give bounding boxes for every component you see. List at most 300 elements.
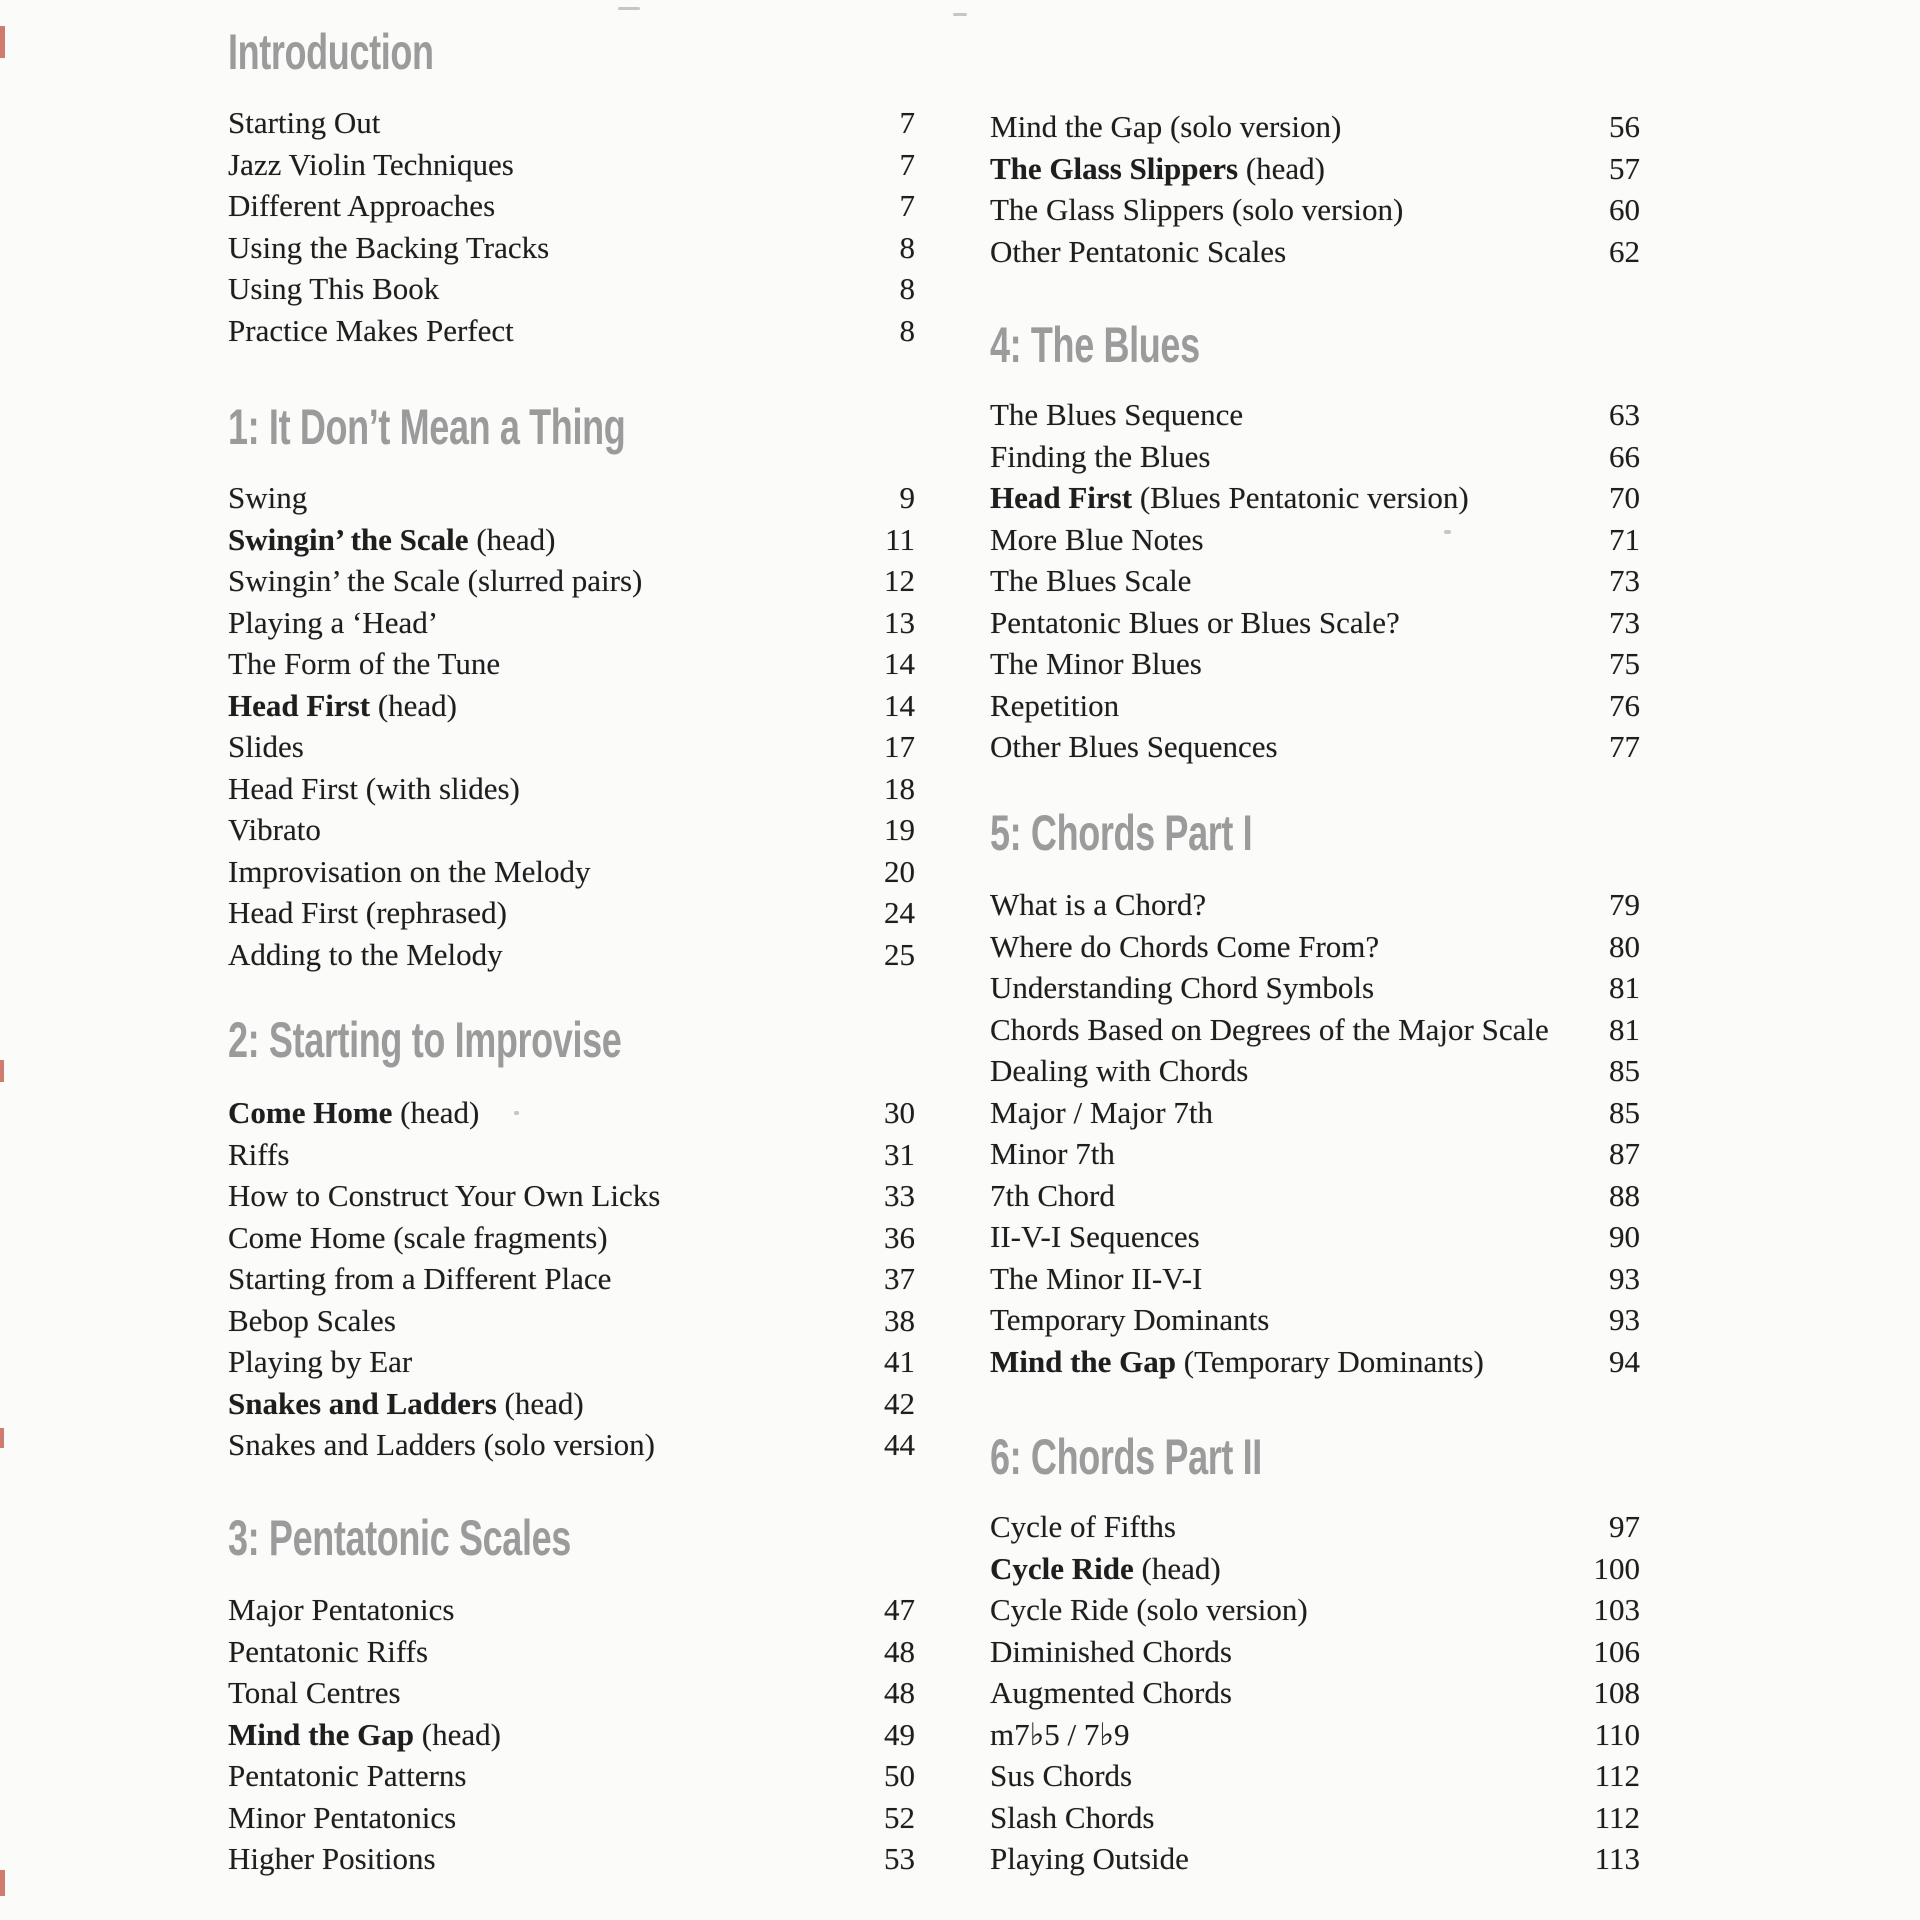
section-heading-text: 2: Starting to Improvise xyxy=(228,1012,622,1068)
entry-page-number: 37 xyxy=(884,1261,915,1296)
toc-column-left xyxy=(228,0,915,1920)
toc-entry xyxy=(990,685,1640,727)
entry-page-number: 80 xyxy=(1609,928,1640,964)
entry-title xyxy=(228,310,514,352)
toc-entry xyxy=(228,519,915,561)
toc-entry xyxy=(990,189,1640,231)
toc-entry xyxy=(228,892,915,934)
entry-title xyxy=(990,560,1191,602)
toc-entry xyxy=(228,1797,915,1839)
entry-page-number: 71 xyxy=(1609,521,1640,557)
entry-title-text: Higher Positions xyxy=(228,1841,436,1876)
entry-title-text: Head First (rephrased) xyxy=(228,895,507,930)
toc-entry xyxy=(228,1672,915,1714)
entry-title-bold: Head First xyxy=(228,687,371,723)
toc-entry xyxy=(228,1424,915,1466)
entry-title xyxy=(990,1216,1200,1258)
section-heading xyxy=(228,1510,915,1566)
toc-entry xyxy=(228,602,915,644)
section-heading-text: 6: Chords Part II xyxy=(990,1429,1262,1485)
section-heading xyxy=(228,1012,915,1068)
entry-title xyxy=(990,1548,1221,1590)
entry-title xyxy=(990,1797,1155,1839)
entry-title-text: Diminished Chords xyxy=(990,1633,1232,1669)
entry-title xyxy=(228,1797,456,1839)
entry-title xyxy=(990,1631,1232,1673)
toc-entry xyxy=(228,934,915,976)
entry-title xyxy=(228,268,439,310)
entry-page-number: 97 xyxy=(1609,1509,1640,1544)
entry-title-text: II-V-I Sequences xyxy=(990,1219,1200,1254)
section-heading-text: Introduction xyxy=(228,24,434,80)
entry-title xyxy=(228,602,438,644)
entry-title-text: Where do Chords Come From? xyxy=(990,928,1380,964)
entry-page-number: 48 xyxy=(884,1675,915,1710)
toc-entry xyxy=(228,851,915,893)
entry-title-text: Slash Chords xyxy=(990,1799,1155,1835)
entry-title xyxy=(990,726,1278,768)
toc-entry xyxy=(990,1009,1640,1051)
toc-entry xyxy=(990,1838,1640,1880)
toc-entry xyxy=(228,1175,915,1217)
entry-page-number: 14 xyxy=(884,646,915,681)
section-heading-text: 4: The Blues xyxy=(990,317,1200,373)
entry-title-text: m7♭5 / 7♭9 xyxy=(990,1716,1130,1752)
toc-entry-group xyxy=(228,477,915,975)
entry-title xyxy=(228,1424,655,1466)
entry-title-text: Swing xyxy=(228,480,308,515)
entry-title-text: Slides xyxy=(228,729,304,764)
entry-page-number: 110 xyxy=(1594,1716,1640,1752)
entry-title-text: Temporary Dominants xyxy=(990,1302,1270,1337)
toc-entry xyxy=(990,1299,1640,1341)
section-heading-text: 1: It Don’t Mean a Thing xyxy=(228,399,626,455)
entry-page-number: 94 xyxy=(1609,1343,1640,1379)
entry-title-text: (head) xyxy=(468,521,556,557)
entry-page-number: 87 xyxy=(1609,1136,1640,1171)
toc-entry xyxy=(990,643,1640,685)
toc-entry xyxy=(228,268,915,310)
entry-title-text: Starting Out xyxy=(228,105,381,140)
entry-title xyxy=(990,884,1206,926)
entry-page-number: 106 xyxy=(1593,1633,1640,1669)
toc-entry xyxy=(990,106,1640,148)
entry-title-text: Bebop Scales xyxy=(228,1302,396,1338)
entry-page-number: 17 xyxy=(884,729,915,764)
section-heading-text: 5: Chords Part I xyxy=(990,805,1253,861)
entry-page-number: 88 xyxy=(1609,1177,1640,1213)
entry-page-number: 62 xyxy=(1609,233,1640,269)
entry-title-text: Major Pentatonics xyxy=(228,1592,455,1627)
toc-entry xyxy=(228,102,915,144)
entry-title xyxy=(990,926,1379,968)
entry-title-text: Augmented Chords xyxy=(990,1675,1232,1710)
entry-title xyxy=(990,1009,1549,1051)
entry-page-number: 8 xyxy=(899,271,915,306)
entry-title-bold: Come Home xyxy=(228,1095,393,1130)
entry-page-number: 85 xyxy=(1609,1053,1640,1088)
entry-title-text: Playing a ‘Head’ xyxy=(228,604,439,640)
entry-title xyxy=(228,102,380,144)
entry-page-number: 20 xyxy=(884,853,915,889)
entry-page-number: 103 xyxy=(1593,1592,1640,1627)
entry-page-number: 50 xyxy=(884,1758,915,1793)
entry-page-number: 13 xyxy=(884,604,915,640)
entry-title-text: The Blues Sequence xyxy=(990,397,1244,432)
entry-page-number: 90 xyxy=(1609,1219,1640,1254)
entry-title xyxy=(990,189,1403,231)
entry-title-text: Starting from a Different Place xyxy=(228,1261,612,1296)
entry-title-bold: Swingin’ the Scale xyxy=(228,521,469,557)
entry-title-bold: The Glass Slippers xyxy=(990,150,1239,186)
entry-page-number: 63 xyxy=(1609,397,1640,432)
toc-entry xyxy=(990,1258,1640,1300)
toc-entry xyxy=(990,1050,1640,1092)
entry-page-number: 108 xyxy=(1593,1675,1640,1710)
entry-page-number: 14 xyxy=(884,687,915,723)
entry-title xyxy=(228,809,321,851)
toc-entry xyxy=(228,1631,915,1673)
entry-title xyxy=(990,1133,1115,1175)
toc-entry xyxy=(228,227,915,269)
entry-page-number: 31 xyxy=(884,1136,915,1172)
entry-title xyxy=(228,1755,466,1797)
entry-title xyxy=(990,1589,1308,1631)
entry-page-number: 52 xyxy=(884,1799,915,1835)
toc-entry-group xyxy=(990,394,1640,768)
entry-page-number: 41 xyxy=(884,1344,915,1379)
entry-title xyxy=(228,643,500,685)
entry-title xyxy=(228,1838,436,1880)
toc-column-right xyxy=(990,0,1640,1920)
entry-title-text: Snakes and Ladders (solo version) xyxy=(228,1427,656,1462)
entry-title-text: The Minor Blues xyxy=(990,646,1202,681)
entry-title-text: Using the Backing Tracks xyxy=(228,229,550,265)
toc-entry xyxy=(990,1175,1640,1217)
entry-title xyxy=(228,934,503,976)
entry-title xyxy=(228,685,457,727)
entry-title-text: The Minor II-V-I xyxy=(990,1260,1203,1296)
toc-entry xyxy=(228,768,915,810)
entry-title xyxy=(990,1299,1269,1341)
entry-title-text: The Form of the Tune xyxy=(228,646,501,681)
entry-title xyxy=(990,643,1202,685)
entry-page-number: 85 xyxy=(1609,1094,1640,1130)
entry-page-number: 73 xyxy=(1609,563,1640,598)
entry-title-text: Tonal Centres xyxy=(228,1675,401,1710)
entry-page-number: 66 xyxy=(1609,438,1640,474)
toc-entry xyxy=(990,967,1640,1009)
entry-title xyxy=(990,1092,1213,1134)
entry-title-text: (Temporary Dominants) xyxy=(1176,1343,1484,1379)
entry-title xyxy=(228,1672,401,1714)
toc-entry xyxy=(228,144,915,186)
toc-entry xyxy=(990,1548,1640,1590)
entry-title xyxy=(990,1838,1189,1880)
toc-entry xyxy=(228,1755,915,1797)
toc-entry-group xyxy=(228,102,915,351)
entry-title-text: How to Construct Your Own Licks xyxy=(228,1178,661,1213)
entry-page-number: 38 xyxy=(884,1302,915,1338)
entry-title xyxy=(228,1092,479,1134)
entry-title-text: Playing Outside xyxy=(990,1841,1189,1876)
entry-page-number: 76 xyxy=(1609,687,1640,723)
entry-title-text: Cycle of Fifths xyxy=(990,1509,1176,1544)
entry-title xyxy=(228,1258,611,1300)
toc-entry xyxy=(990,394,1640,436)
entry-title-text: Other Pentatonic Scales xyxy=(990,233,1287,269)
entry-page-number: 44 xyxy=(884,1427,915,1462)
section-heading-text: 3: Pentatonic Scales xyxy=(228,1510,571,1566)
toc-entry-group xyxy=(228,1092,915,1466)
toc-entry xyxy=(990,926,1640,968)
entry-title xyxy=(228,144,514,186)
entry-title xyxy=(228,1341,412,1383)
entry-title xyxy=(228,1631,428,1673)
entry-title xyxy=(228,1175,660,1217)
entry-page-number: 73 xyxy=(1609,604,1640,640)
entry-title xyxy=(990,685,1119,727)
toc-entry xyxy=(990,1672,1640,1714)
entry-title-text: Chords Based on Degrees of the Major Scale xyxy=(990,1011,1549,1047)
toc-entry xyxy=(228,685,915,727)
entry-title-text: Dealing with Chords xyxy=(990,1053,1249,1088)
entry-title-bold: Mind the Gap xyxy=(990,1343,1177,1379)
toc-entry xyxy=(990,477,1640,519)
section-heading xyxy=(228,399,915,455)
entry-title-text: Jazz Violin Techniques xyxy=(228,146,514,182)
toc-entry xyxy=(228,1300,915,1342)
toc-entry xyxy=(228,1134,915,1176)
toc-entry xyxy=(228,560,915,602)
entry-title-text: Vibrato xyxy=(228,812,321,847)
toc-entry xyxy=(228,310,915,352)
toc-entry xyxy=(990,519,1640,561)
entry-page-number: 93 xyxy=(1609,1260,1640,1296)
entry-page-number: 53 xyxy=(884,1841,915,1876)
entry-page-number: 12 xyxy=(884,563,915,598)
scan-artifact xyxy=(0,26,5,58)
toc-entry xyxy=(990,1797,1640,1839)
entry-page-number: 9 xyxy=(899,480,915,515)
entry-page-number: 75 xyxy=(1609,646,1640,681)
entry-title xyxy=(228,560,642,602)
entry-title-text: (head) xyxy=(1238,150,1325,186)
section-heading xyxy=(228,24,915,80)
toc-entry xyxy=(990,1092,1640,1134)
toc-entry xyxy=(228,809,915,851)
entry-title-text: (head) xyxy=(1133,1550,1221,1586)
entry-title xyxy=(990,1755,1132,1797)
entry-title-text: Swingin’ the Scale (slurred pairs) xyxy=(228,563,643,598)
entry-title-text: Sus Chords xyxy=(990,1758,1133,1793)
entry-title-text: (Blues Pentatonic version) xyxy=(1132,480,1469,515)
toc-entry xyxy=(990,1714,1640,1756)
entry-title-text: Using This Book xyxy=(228,271,440,306)
entry-title xyxy=(990,519,1204,561)
entry-title xyxy=(990,148,1325,190)
entry-page-number: 79 xyxy=(1609,887,1640,922)
toc-entry xyxy=(228,1383,915,1425)
entry-title-bold: Snakes and Ladders xyxy=(228,1385,497,1421)
entry-page-number: 48 xyxy=(884,1633,915,1669)
entry-page-number: 8 xyxy=(899,312,915,348)
section-heading xyxy=(990,805,1640,861)
entry-title-text: More Blue Notes xyxy=(990,521,1204,557)
entry-page-number: 24 xyxy=(884,895,915,930)
toc-entry xyxy=(228,185,915,227)
entry-title xyxy=(228,1134,289,1176)
entry-page-number: 36 xyxy=(884,1219,915,1255)
entry-page-number: 81 xyxy=(1609,1011,1640,1047)
entry-title xyxy=(228,892,507,934)
entry-title xyxy=(990,1050,1248,1092)
scan-artifact xyxy=(0,1060,4,1082)
toc-entry xyxy=(228,1714,915,1756)
toc-entry-group xyxy=(990,884,1640,1382)
entry-page-number: 112 xyxy=(1594,1799,1640,1835)
entry-page-number: 56 xyxy=(1609,109,1640,144)
entry-title xyxy=(990,231,1286,273)
entry-page-number: 8 xyxy=(899,229,915,265)
entry-title-text: Other Blues Sequences xyxy=(990,729,1278,764)
toc-entry xyxy=(990,1341,1640,1383)
entry-title-text: Pentatonic Riffs xyxy=(228,1633,429,1669)
entry-title xyxy=(228,1714,501,1756)
toc-entry xyxy=(990,1216,1640,1258)
toc-entry xyxy=(228,1341,915,1383)
entry-title xyxy=(990,967,1374,1009)
entry-title-text: Mind the Gap (solo version) xyxy=(990,109,1342,144)
entry-title-bold: Mind the Gap xyxy=(228,1716,415,1752)
entry-title-text: The Glass Slippers (solo version) xyxy=(990,192,1404,227)
entry-title xyxy=(228,519,555,561)
entry-title xyxy=(990,1258,1202,1300)
entry-title xyxy=(228,726,304,768)
entry-page-number: 30 xyxy=(884,1095,915,1130)
entry-title xyxy=(228,227,549,269)
entry-title xyxy=(228,1300,396,1342)
scan-artifact xyxy=(953,13,967,16)
entry-title xyxy=(228,477,307,519)
entry-page-number: 42 xyxy=(884,1385,915,1421)
entry-title xyxy=(990,602,1400,644)
entry-title xyxy=(228,851,590,893)
entry-title-text: (head) xyxy=(414,1716,501,1752)
toc-entry xyxy=(990,148,1640,190)
toc-entry-group xyxy=(990,1506,1640,1880)
entry-title-text: Riffs xyxy=(228,1136,290,1172)
toc-entry xyxy=(228,726,915,768)
section-heading xyxy=(990,1429,1640,1485)
entry-title xyxy=(990,394,1243,436)
entry-page-number: 7 xyxy=(899,188,915,223)
entry-title xyxy=(990,436,1210,478)
toc-entry xyxy=(228,1217,915,1259)
entry-title-text: Playing by Ear xyxy=(228,1344,413,1379)
entry-page-number: 57 xyxy=(1609,150,1640,186)
toc-entry xyxy=(990,1631,1640,1673)
toc-entry xyxy=(990,726,1640,768)
entry-title-text: What is a Chord? xyxy=(990,887,1207,922)
entry-page-number: 112 xyxy=(1594,1758,1640,1793)
entry-page-number: 25 xyxy=(884,936,915,972)
entry-title-text: The Blues Scale xyxy=(990,563,1192,598)
entry-title xyxy=(990,1672,1232,1714)
entry-title-text: Adding to the Melody xyxy=(228,936,503,972)
entry-title-text: (head) xyxy=(370,687,457,723)
entry-title-text: Repetition xyxy=(990,687,1120,723)
entry-title-text: Head First (with slides) xyxy=(228,770,520,806)
entry-title xyxy=(990,1506,1176,1548)
entry-page-number: 77 xyxy=(1609,729,1640,764)
entry-page-number: 81 xyxy=(1609,970,1640,1005)
toc-entry xyxy=(990,884,1640,926)
toc-entry xyxy=(228,1092,915,1134)
entry-page-number: 7 xyxy=(899,146,915,182)
entry-title-bold: Head First xyxy=(990,480,1133,515)
entry-title xyxy=(228,185,495,227)
entry-title-text: Practice Makes Perfect xyxy=(228,312,514,348)
scan-artifact xyxy=(0,1870,5,1896)
toc-entry xyxy=(228,1258,915,1300)
entry-title xyxy=(990,477,1469,519)
entry-title-text: Minor Pentatonics xyxy=(228,1799,457,1835)
entry-page-number: 60 xyxy=(1609,192,1640,227)
scan-artifact xyxy=(0,1428,4,1448)
entry-page-number: 100 xyxy=(1593,1550,1640,1586)
entry-title-text: Finding the Blues xyxy=(990,438,1211,474)
toc-entry xyxy=(228,1589,915,1631)
entry-title xyxy=(228,1217,608,1259)
toc-entry xyxy=(228,1838,915,1880)
entry-page-number: 47 xyxy=(884,1592,915,1627)
entry-page-number: 7 xyxy=(899,105,915,140)
entry-title xyxy=(228,1589,454,1631)
toc-entry-group xyxy=(228,1589,915,1880)
entry-page-number: 70 xyxy=(1609,480,1640,515)
section-heading xyxy=(990,317,1640,373)
entry-title-text: Cycle Ride (solo version) xyxy=(990,1592,1308,1627)
toc-entry xyxy=(990,602,1640,644)
entry-page-number: 49 xyxy=(884,1716,915,1752)
entry-title-text: Come Home (scale fragments) xyxy=(228,1219,608,1255)
toc-entry xyxy=(228,477,915,519)
toc-entry-group xyxy=(990,106,1640,272)
entry-title-text: Major / Major 7th xyxy=(990,1094,1213,1130)
entry-page-number: 33 xyxy=(884,1178,915,1213)
entry-title-text: Understanding Chord Symbols xyxy=(990,970,1375,1005)
entry-title xyxy=(990,1714,1129,1756)
entry-title xyxy=(990,1341,1484,1383)
entry-title-text: Different Approaches xyxy=(228,188,496,223)
entry-title-text: Pentatonic Patterns xyxy=(228,1758,467,1793)
toc-entry xyxy=(228,643,915,685)
entry-page-number: 18 xyxy=(884,770,915,806)
entry-title-text: (head) xyxy=(392,1095,480,1130)
toc-entry xyxy=(990,560,1640,602)
entry-title xyxy=(228,768,520,810)
entry-title-text: 7th Chord xyxy=(990,1177,1115,1213)
toc-entry xyxy=(990,436,1640,478)
entry-title-text: Pentatonic Blues or Blues Scale? xyxy=(990,604,1400,640)
entry-page-number: 113 xyxy=(1594,1841,1640,1876)
toc-entry xyxy=(990,231,1640,273)
entry-title-text: (head) xyxy=(496,1385,584,1421)
toc-entry xyxy=(990,1506,1640,1548)
toc-entry xyxy=(990,1133,1640,1175)
entry-page-number: 19 xyxy=(884,812,915,847)
